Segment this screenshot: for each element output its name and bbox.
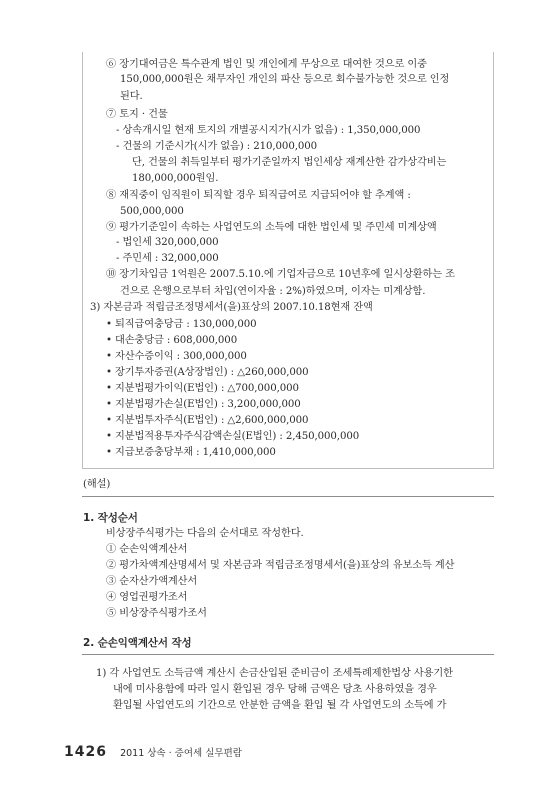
list-item: • 지급보증충당부채 : 1,410,000,000 [106, 447, 276, 458]
section-heading: 1. 작성순서 [83, 512, 138, 524]
text-line: 내에 미사용함에 따라 일시 환입된 경우 당해 금액은 당초 사용하였을 경우 [113, 684, 437, 695]
text-line: ⑧ 재직중이 임직원이 퇴직할 경우 퇴직급여로 지급되어야 할 추계액 : [106, 190, 411, 201]
text-line: 된다. [120, 91, 143, 102]
text-line: - 상속개시일 현재 토지의 개별공시지가(시가 없음) : 1,350,000,000 [116, 125, 421, 136]
text-line: 1) 각 사업연도 소득금액 계산시 손금산입된 준비금이 조세특례제한법상 사용기한 [96, 668, 453, 679]
text-line: - 주민세 : 32,000,000 [116, 253, 219, 264]
text-line: 건으로 은행으로부터 차입(연이자율 : 2%)하였으며, 이자는 미계상함. [120, 286, 426, 297]
list-item: ① 순손익액계산서 [106, 544, 188, 555]
book-title: 2011 상속 · 증여세 실무편람 [120, 748, 242, 759]
text-line: 500,000,000 [120, 206, 184, 217]
list-item: ② 평가차액계산명세서 및 자본금과 적립금조정명세서(을)표상의 유보소득 계산 [106, 560, 455, 571]
list-item: ③ 순자산가액계산서 [106, 576, 198, 587]
list-item: • 지분법평가이익(E법인) : △700,000,000 [106, 383, 299, 394]
list-item: • 장기투자증권(A상장법인) : △260,000,000 [106, 367, 309, 378]
text-line: 비상장주식평가는 다음의 순서대로 작성한다. [106, 528, 304, 539]
text-line: - 건물의 기준시가(시가 없음) : 210,000,000 [116, 141, 317, 152]
text-line: 150,000,000원은 채무자인 개인의 파산 등으로 회수불가능한 것으로 인정 [120, 74, 450, 85]
text-line: ⑥ 장기대여금은 특수관계 법인 및 개인에게 무상으로 대여한 것으로 이중 [106, 59, 427, 70]
list-item: • 지분법투자주식(E법인) : △2,600,000,000 [106, 415, 309, 426]
list-item: ④ 영업권평가조서 [106, 592, 188, 603]
section-divider [82, 496, 494, 497]
list-item: • 지분법적용투자주식감액손실(E법인) : 2,450,000,000 [106, 431, 360, 442]
page-number: 1426 [64, 744, 107, 760]
text-line: ⑨ 평가기준일이 속하는 사업연도의 소득에 대한 법인세 및 주민세 미계상액 [106, 222, 437, 233]
text-line: ⑩ 장기차입금 1억원은 2007.5.10.에 기업자금으로 10년후에 일시상환하는 조 [106, 269, 455, 280]
list-item: ⑤ 비상장주식평가조서 [106, 608, 207, 619]
list-item: • 지분법평가손실(E법인) : 3,200,000,000 [106, 399, 301, 410]
list-item: • 퇴직급여충당금 : 130,000,000 [106, 319, 257, 330]
page-footer [64, 741, 242, 760]
text-line: 단, 건물의 취득일부터 평가기준일까지 법인세상 재계산한 감가상각비는 [132, 157, 447, 168]
list-item: • 자산수증이익 : 300,000,000 [106, 351, 247, 362]
list-item: • 대손충당금 : 608,000,000 [106, 335, 238, 346]
text-line: 환입될 사업연도의 기간으로 안분한 금액을 환입 될 각 사업연도의 소득에 가 [113, 700, 447, 711]
text-line: ⑦ 토지 · 건물 [106, 109, 168, 120]
text-line: 3) 자본금과 적립금조정명세서(을)표상의 2007.10.18현재 잔액 [90, 302, 373, 313]
text-line: - 법인세 320,000,000 [116, 237, 219, 248]
commentary-label: (해설) [83, 479, 111, 490]
section-heading: 2. 순손익액계산서 작성 [83, 637, 192, 649]
text-line: 180,000,000원임. [132, 173, 219, 184]
section-divider [82, 654, 494, 655]
